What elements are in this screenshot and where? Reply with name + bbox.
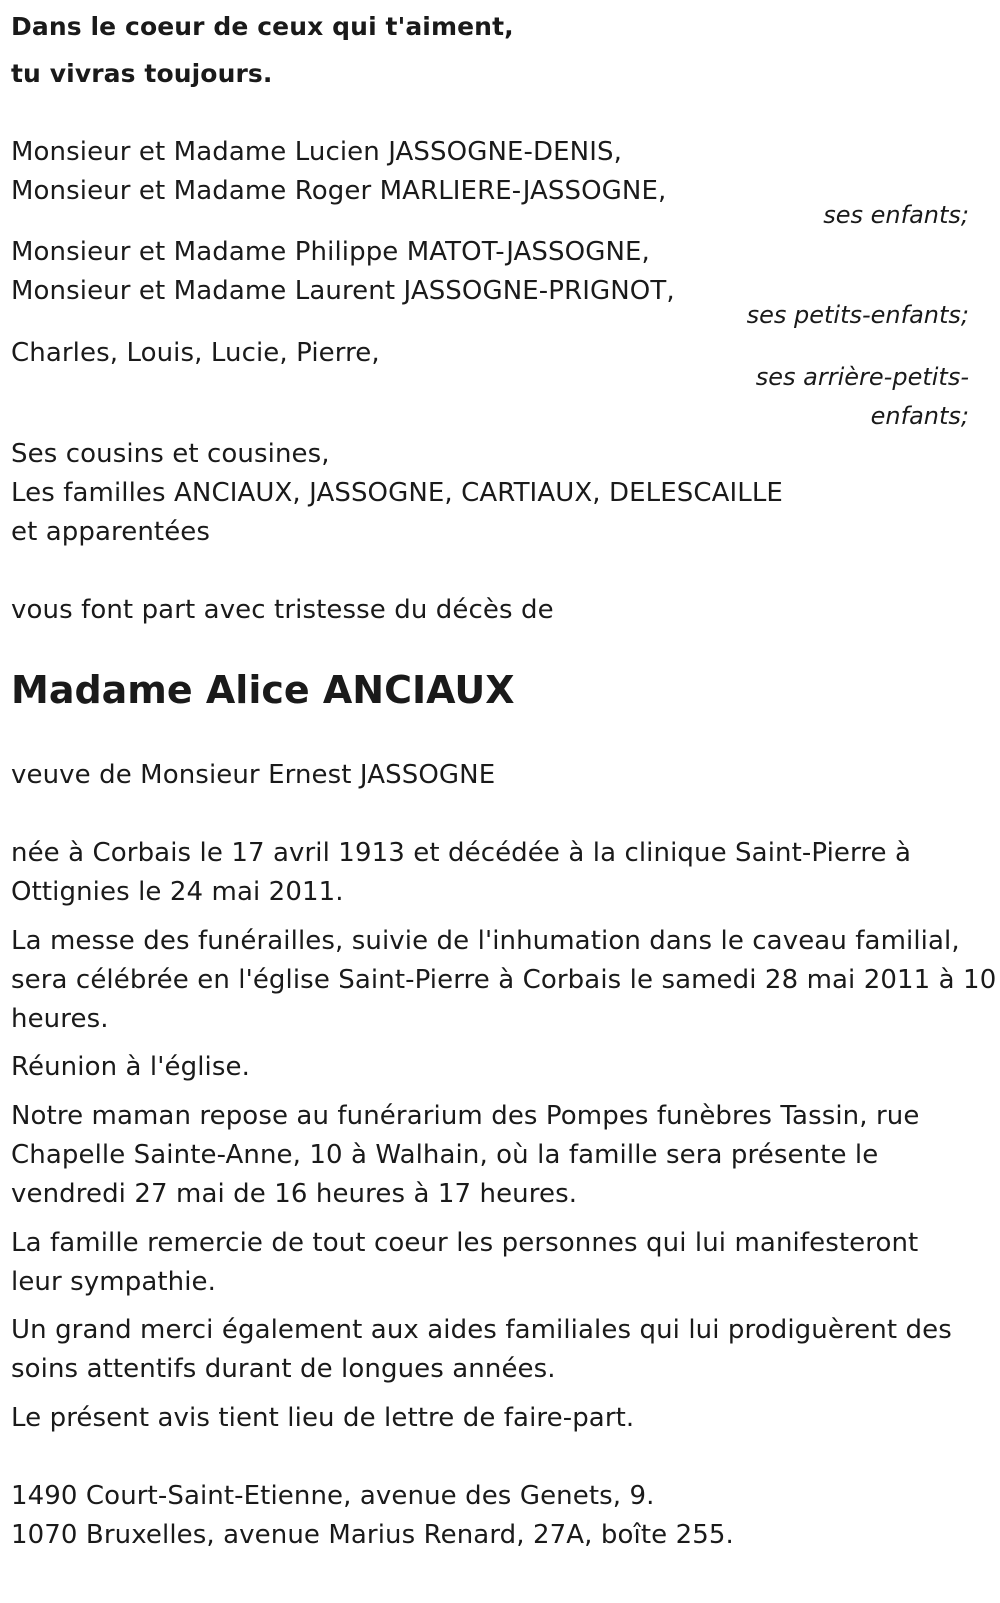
- epigraph-line-2: tu vivras toujours.: [11, 59, 273, 88]
- children-relation: ses enfants;: [823, 201, 969, 229]
- epigraph-line-1: Dans le coeur de ceux qui t'aiment,: [11, 12, 514, 41]
- thanks-line-2: leur sympathie.: [11, 1267, 217, 1297]
- great-grandchildren-names: Charles, Louis, Lucie, Pierre,: [11, 338, 380, 368]
- children-name-2: Monsieur et Madame Roger MARLIERE-JASSOGNE,: [11, 176, 667, 206]
- address-1: 1490 Court-Saint-Etienne, avenue des Genets, 9.: [11, 1481, 655, 1511]
- relatives-line-3: et apparentées: [11, 517, 211, 547]
- caregivers-line-2: soins attentifs durant de longues années.: [11, 1354, 556, 1384]
- birth-death-line-2: Ottignies le 24 mai 2011.: [11, 877, 344, 907]
- caregivers-line-1: Un grand merci également aux aides familiales qui lui prodiguèrent des: [11, 1315, 952, 1345]
- funerarium-line-2: Chapelle Sainte-Anne, 10 à Walhain, où la famille sera présente le: [11, 1140, 879, 1170]
- birth-death-line-1: née à Corbais le 17 avril 1913 et décédée à la clinique Saint-Pierre à: [11, 838, 912, 868]
- great-grandchildren-relation-line-2: enfants;: [870, 402, 969, 430]
- address-2: 1070 Bruxelles, avenue Marius Renard, 27A, boîte 255.: [11, 1520, 734, 1550]
- deceased-name: Madame Alice ANCIAUX: [11, 668, 515, 712]
- children-name-1: Monsieur et Madame Lucien JASSOGNE-DENIS,: [11, 137, 622, 167]
- funeral-line-3: heures.: [11, 1004, 109, 1034]
- funeral-line-1: La messe des funérailles, suivie de l'inhumation dans le caveau familial,: [11, 926, 960, 956]
- funerarium-line-1: Notre maman repose au funérarium des Pompes funèbres Tassin, rue: [11, 1101, 920, 1131]
- announcement: vous font part avec tristesse du décès de: [11, 595, 554, 625]
- great-grandchildren-relation-line-1: ses arrière-petits-: [755, 363, 969, 391]
- relatives-line-2: Les familles ANCIAUX, JASSOGNE, CARTIAUX, DELESCAILLE: [11, 478, 783, 508]
- relatives-line-1: Ses cousins et cousines,: [11, 439, 330, 469]
- reunion-line: Réunion à l'église.: [11, 1052, 250, 1082]
- thanks-line-1: La famille remercie de tout coeur les personnes qui lui manifesteront: [11, 1228, 919, 1258]
- notice-line: Le présent avis tient lieu de lettre de faire-part.: [11, 1403, 635, 1433]
- grandchildren-relation: ses petits-enfants;: [746, 301, 969, 329]
- funeral-line-2: sera célébrée en l'église Saint-Pierre à Corbais le samedi 28 mai 2011 à 10: [11, 965, 997, 995]
- grandchildren-name-1: Monsieur et Madame Philippe MATOT-JASSOGNE,: [11, 237, 650, 267]
- widow-of: veuve de Monsieur Ernest JASSOGNE: [11, 760, 496, 790]
- funerarium-line-3: vendredi 27 mai de 16 heures à 17 heures.: [11, 1179, 578, 1209]
- grandchildren-name-2: Monsieur et Madame Laurent JASSOGNE-PRIGNOT,: [11, 276, 675, 306]
